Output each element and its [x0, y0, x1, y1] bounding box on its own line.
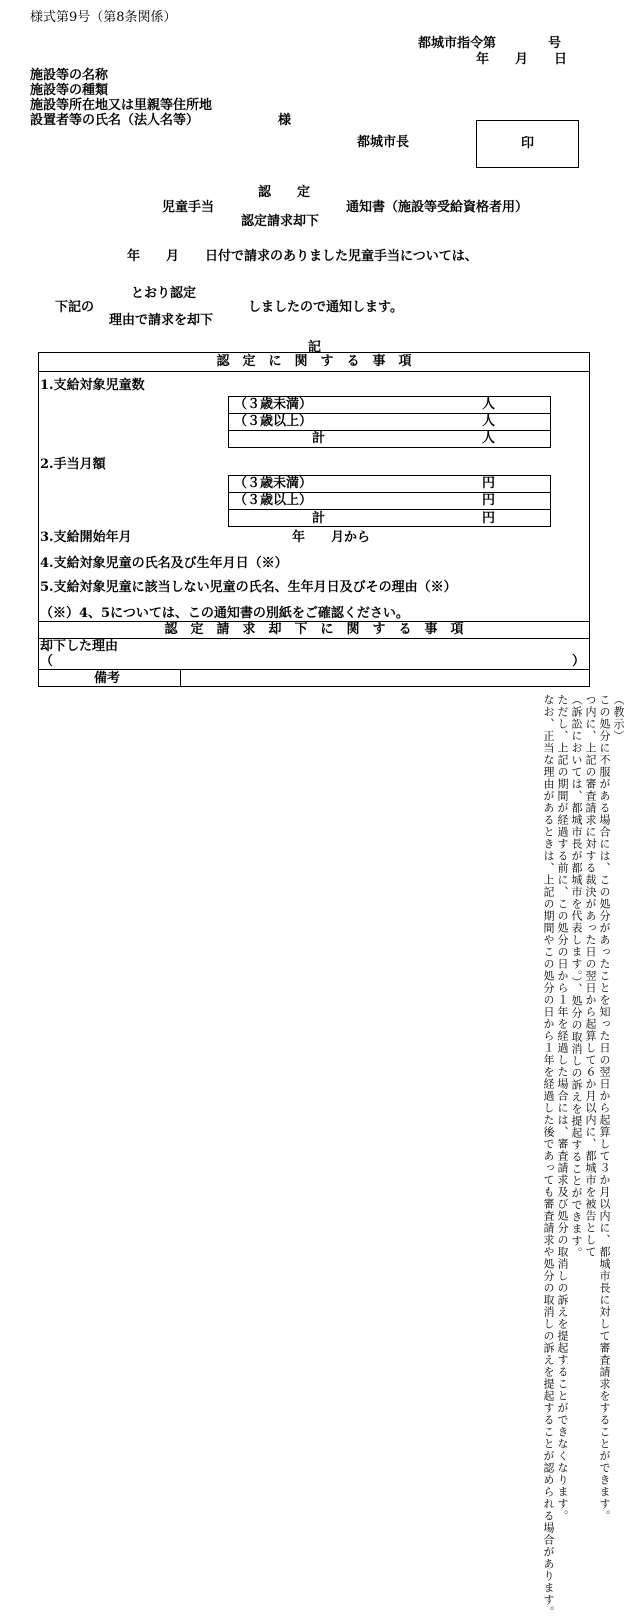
heading-divider — [38, 371, 590, 372]
children-row-label: 計 — [312, 431, 326, 446]
amount-row-unit: 円 — [482, 476, 496, 491]
children-row-unit: 人 — [482, 414, 496, 429]
note-text: （※）4、5については、この通知書の別紙をご確認ください。 — [40, 606, 409, 621]
kyakka-section-heading: 認 定 請 求 却 下 に 関 す る 事 項 — [164, 622, 464, 637]
seal-mark: 印 — [521, 136, 535, 151]
title-nintei: 認 定 — [258, 185, 311, 200]
facility-type-label: 施設等の種類 — [30, 83, 109, 98]
children-row-unit: 人 — [482, 431, 496, 446]
amount-row-label: （３歳未満） — [234, 476, 313, 491]
children-row-label: （３歳未満） — [234, 397, 313, 412]
facility-address-label: 施設等所在地又は里親等住所地 — [30, 98, 213, 113]
instruction-column: つ内に、上記の審査請求に対する裁決があった日の翌日から起算して６か月以内に、都城市を被告として — [584, 694, 597, 1258]
amount-row-label: 計 — [312, 511, 326, 526]
table-rule — [228, 509, 551, 510]
reason-label: 却下した理由 — [40, 639, 119, 654]
seal-box — [476, 120, 579, 168]
instruction-column: なお、正当な理由があるときは、上記の期間やこの処分の日から１年を経過した後であっても審査請求や処分の取消しの訴えを提起することが認められる場合があります。 — [542, 694, 555, 1618]
form-number: 様式第9号（第8条関係） — [30, 10, 177, 25]
item4-label: 4.支給対象児童の氏名及び生年月日（※） — [40, 556, 288, 571]
issue-date-label: 年 月 日 — [476, 52, 568, 67]
facility-name-label: 施設等の名称 — [30, 68, 109, 83]
children-row-unit: 人 — [482, 397, 496, 412]
body-ki: 記 — [308, 340, 322, 355]
item2-label: 2.手当月額 — [40, 457, 106, 472]
remarks-label: 備考 — [94, 671, 121, 686]
title-kyakka: 認定請求却下 — [241, 214, 320, 229]
amount-row-unit: 円 — [482, 511, 496, 526]
instruction-column: （教示） — [612, 694, 625, 742]
nintei-section-heading: 認 定 に 関 す る 事 項 — [216, 354, 412, 369]
amount-row-unit: 円 — [482, 493, 496, 508]
item3-label: 3.支給開始年月 — [40, 530, 132, 545]
honorific: 様 — [278, 113, 292, 128]
title-jido-teate: 児童手当 — [162, 200, 215, 215]
table-rule — [228, 430, 551, 431]
founder-name-label: 設置者等の氏名（法人名等） — [30, 113, 200, 128]
body-riyu-kyakka: 理由で請求を却下 — [109, 313, 214, 328]
item1-label: 1.支給対象児童数 — [40, 378, 145, 393]
amount-row-label: （３歳以上） — [234, 493, 313, 508]
children-row-label: （３歳以上） — [234, 414, 313, 429]
heading-divider — [38, 638, 590, 639]
item3-value: 年 月から — [292, 530, 371, 545]
body-shimashita: しましたので通知します。 — [248, 300, 403, 315]
item5-label: 5.支給対象児童に該当しない児童の氏名、生年月日及びその理由（※） — [40, 580, 457, 595]
remarks-separator — [180, 669, 181, 687]
reason-paren-open: （ — [40, 654, 54, 669]
instruction-column: ただし、上記の期間が経過する前に、この処分の日から１年を経過した場合には、審査請求及び処分の取消しの訴えを提起することができなくなります。 — [556, 694, 569, 1522]
title-tsuchisho: 通知書（施設等受給資格者用） — [346, 200, 529, 215]
body-line1: 年 月 日付で請求のありました児童手当については、 — [127, 249, 478, 264]
document-number-label: 都城市指令第 号 — [418, 36, 562, 51]
body-kaki-no: 下記の — [55, 300, 95, 315]
instruction-column: （訴訟においては、都城市長が都城市を代表します。）、処分の取消しの訴えを提起することができます。 — [570, 694, 583, 1259]
reason-paren-close: ） — [572, 654, 586, 669]
mayor-label: 都城市長 — [357, 135, 410, 150]
remarks-divider — [38, 669, 590, 670]
instruction-column: この処分に不服がある場合には、この処分があったことを知った日の翌日から起算して３か月以内に、都城市長に対して審査請求をすることができます。 — [598, 694, 611, 1522]
body-toori-nintei: とおり認定 — [131, 286, 197, 301]
